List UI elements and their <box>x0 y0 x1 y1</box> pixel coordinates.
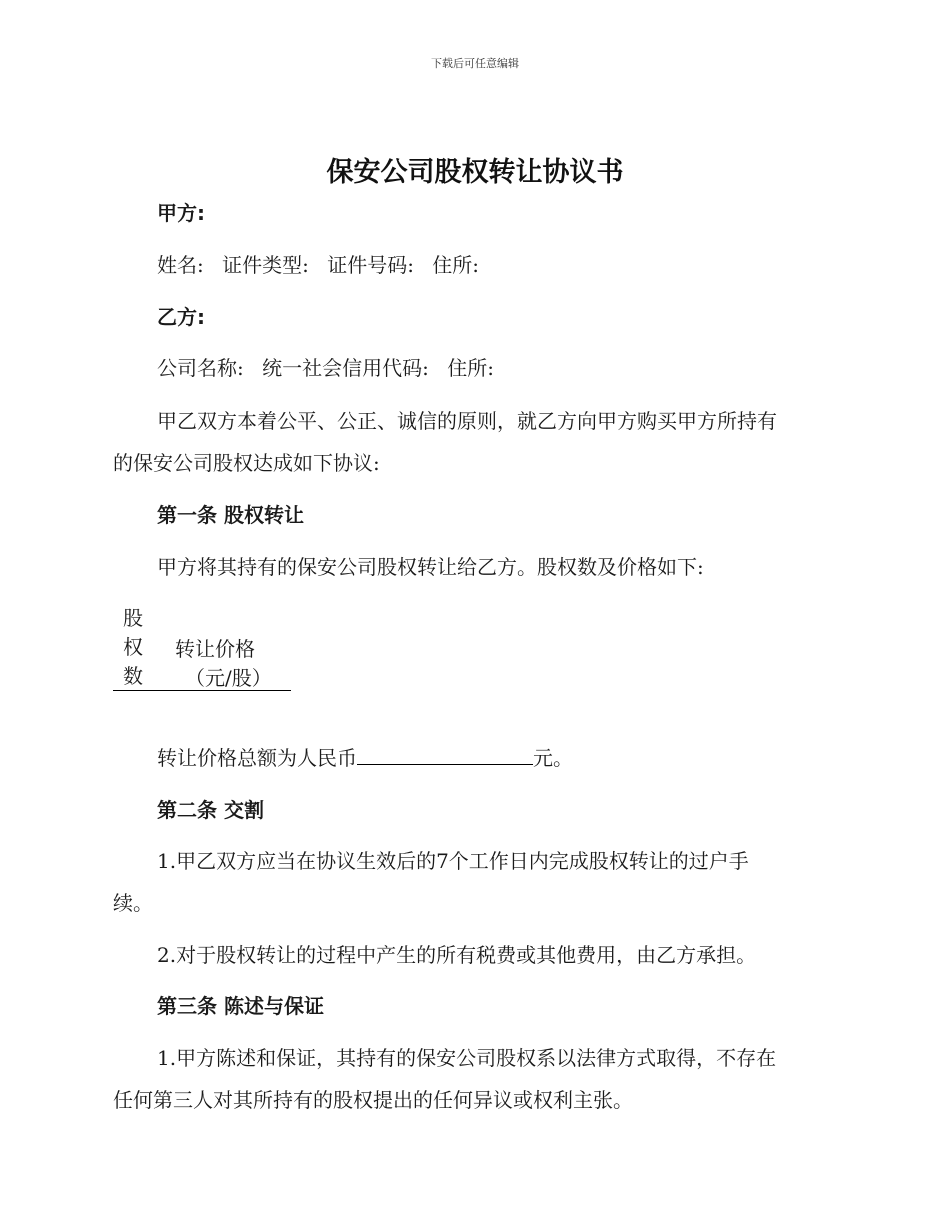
article2-item2: 2.对于股权转让的过程中产生的所有税费或其他费用，由乙方承担。 <box>157 943 757 967</box>
total-price-suffix: 元。 <box>533 746 573 770</box>
article1-heading: 第一条 股权转让 <box>157 503 304 527</box>
table-header-shares: 股权数 <box>123 606 143 688</box>
intro-paragraph-line2: 的保安公司股权达成如下协议: <box>113 451 380 475</box>
total-price-line <box>157 742 573 771</box>
article2-heading: 第二条 交割 <box>157 798 264 822</box>
article3-heading: 第三条 陈述与保证 <box>157 994 324 1018</box>
party-a-fields: 姓名: 证件类型: 证件号码: 住所: <box>157 253 480 277</box>
party-b-heading: 乙方: <box>157 305 205 329</box>
total-price-prefix: 转让价格总额为人民币 <box>157 746 357 770</box>
article1-text: 甲方将其持有的保安公司股权转让给乙方。股权数及价格如下: <box>157 555 704 579</box>
party-a-heading: 甲方: <box>157 201 205 225</box>
article3-item1-line1: 1.甲方陈述和保证，其持有的保安公司股权系以法律方式取得，不存在 <box>157 1046 777 1070</box>
total-price-blank <box>357 744 533 765</box>
party-b-fields: 公司名称: 统一社会信用代码: 住所: <box>157 356 494 380</box>
intro-paragraph-line1: 甲乙双方本着公平、公正、诚信的原则，就乙方向甲方购买甲方所持有 <box>157 409 777 433</box>
article3-item1-line2: 任何第三人对其所持有的股权提出的任何异议或权利主张。 <box>113 1088 633 1112</box>
article2-item1-line1: 1.甲乙双方应当在协议生效后的7个工作日内完成股权转让的过户手 <box>157 849 749 873</box>
table-header-price: 转让价格 <box>175 637 255 661</box>
share-price-table <box>113 604 291 691</box>
page-header: 下载后可任意编辑 <box>431 57 519 70</box>
table-header-price-unit: （元/股） <box>185 666 272 690</box>
article2-item1-line2: 续。 <box>113 891 153 915</box>
document-title: 保安公司股权转让协议书 <box>326 157 624 188</box>
